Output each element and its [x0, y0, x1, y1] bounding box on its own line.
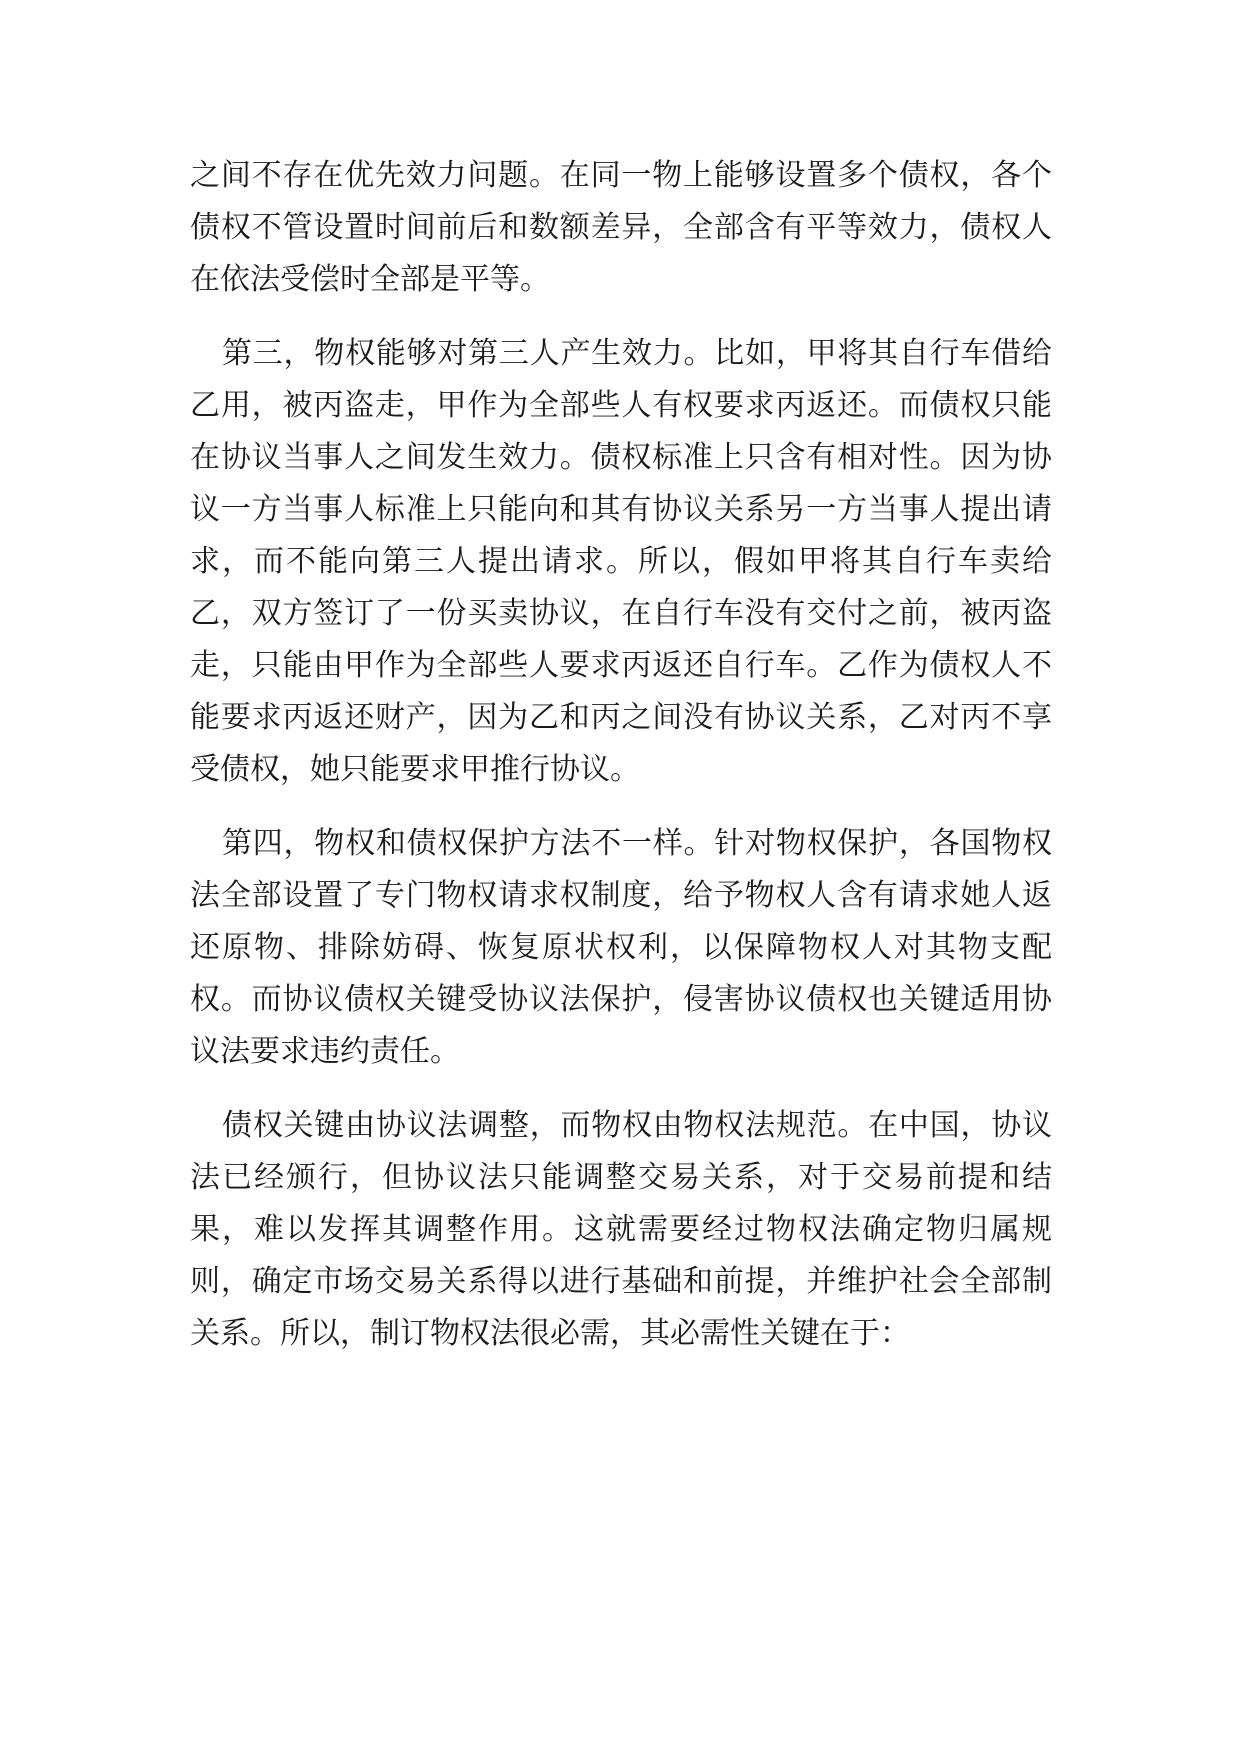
- paragraph-necessity: 债权关键由协议法调整，而物权由物权法规范。在中国，协议法已经颁行，但协议法只能调整交易关系，对于交易前提和结果，难以发挥其调整作用。这就需要经过物权法确定物归属规则，确定市场交易关系得以进行基础和前提，并维护社会全部制关系。所以，制订物权法很必需，其必需性关键在于：: [190, 1108, 1052, 1351]
- paragraph-fourth-point: 第四，物权和债权保护方法不一样。针对物权保护，各国物权法全部设置了专门物权请求权制度，给予物权人含有请求她人返还原物、排除妨碍、恢复原状权利，以保障物权人对其物支配权。而协议债权关键受协议法保护，侵害协议债权也关键适用协议法要求违约责任。: [190, 826, 1052, 1069]
- paragraph-continuation: 之间不存在优先效力问题。在同一物上能够设置多个债权，各个债权不管设置时间前后和数额差异，全部含有平等效力，债权人在依法受偿时全部是平等。: [190, 158, 1052, 297]
- paragraph-third-point: 第三，物权能够对第三人产生效力。比如，甲将其自行车借给乙用，被丙盗走，甲作为全部些人有权要求丙返还。而债权只能在协议当事人之间发生效力。债权标准上只含有相对性。因为协议一方当事人标准上只能向和其有协议关系另一方当事人提出请求，而不能向第三人提出请求。所以，假如甲将其自行车卖给乙，双方签订了一份买卖协议，在自行车没有交付之前，被丙盗走，只能由甲作为全部些人要求丙返还自行车。乙作为债权人不能要求丙返还财产，因为乙和丙之间没有协议关系，乙对丙不享受债权，她只能要求甲推行协议。: [190, 336, 1052, 787]
- document-body: [190, 150, 1052, 1382]
